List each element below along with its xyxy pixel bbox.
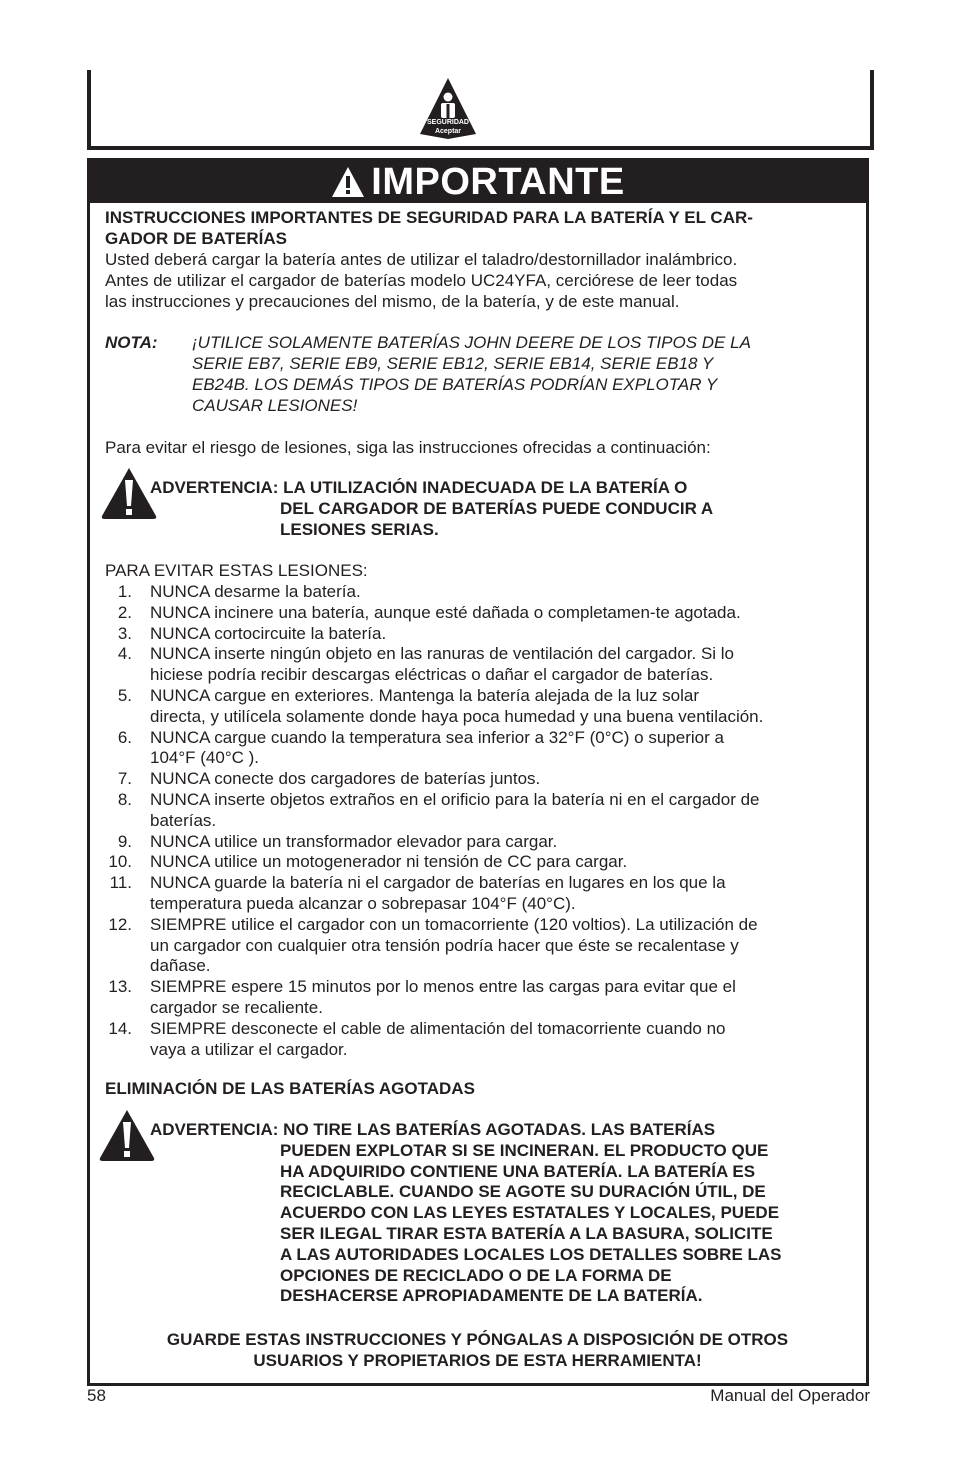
warning2-line: DESHACERSE APROPIADAMENTE DE LA BATERÍA. <box>280 1286 703 1306</box>
list-item-line: vaya a utilizar el cargador. <box>150 1039 348 1059</box>
list-item-line: SIEMPRE desconecte el cable de alimentación del tomacorriente cuando no <box>150 1018 726 1038</box>
list-item-number: 2. <box>117 602 132 622</box>
list-item-line: 104°F (40°C ). <box>150 748 260 768</box>
list-intro: PARA EVITAR ESTAS LESIONES: <box>105 561 368 580</box>
list-item-number: 5. <box>117 686 132 705</box>
list-item-line: un cargador con cualquier otra tensión podría hacer que éste se recalentase y <box>150 935 739 955</box>
safety-badge-icon <box>418 76 478 140</box>
heading-line: INSTRUCCIONES IMPORTANTES DE SEGURIDAD PARA LA BATERÍA Y EL CAR- <box>105 208 753 227</box>
list-item-number: 3. <box>117 623 132 643</box>
closing-line: USUARIOS Y PROPIETARIOS DE ESTA HERRAMIENTA! <box>253 1351 702 1370</box>
badge-line2: Aceptar <box>434 128 462 135</box>
list-item-number: 13. <box>108 977 132 997</box>
disposal-heading: ELIMINACIÓN DE LAS BATERÍAS AGOTADAS <box>105 1079 475 1098</box>
list-item-line: NUNCA cargue cuando la temperatura sea inferior a 32°F (0°C) o superior a <box>150 727 724 747</box>
heading-line: GADOR DE BATERÍAS <box>105 229 287 248</box>
note-line: ¡UTILICE SOLAMENTE BATERÍAS JOHN DEERE DE LOS TIPOS DE LA <box>192 333 751 352</box>
list-item-line: NUNCA desarme la batería. <box>150 582 361 601</box>
intro-line: las instrucciones y precauciones del mismo, de la batería, y de este manual. <box>105 292 680 311</box>
closing-line: GUARDE ESTAS INSTRUCCIONES Y PÓNGALAS A DISPOSICIÓN DE OTROS <box>166 1330 789 1349</box>
list-item-line: baterías. <box>150 810 217 830</box>
list-item-line: directa, y utilícela solamente donde haya poca humedad y una buena ventilación. <box>150 706 764 726</box>
list-item-line: NUNCA cargue en exteriores. Mantenga la batería alejada de la luz solar <box>150 686 700 705</box>
warning2-line: SER ILEGAL TIRAR ESTA BATERÍA A LA BASURA, SOLICITE <box>280 1224 773 1243</box>
list-item-line: temperatura pueda alcanzar o sobrepasar 104°F (40°C). <box>150 894 576 913</box>
warning-icon <box>98 1108 156 1162</box>
avoid-text: Para evitar el riesgo de lesiones, siga las instrucciones ofrecidas a continuación: <box>105 438 711 457</box>
list-item-line: NUNCA inserte objetos extraños en el orificio para la batería ni en el cargador de <box>150 790 760 809</box>
warning2-line: ADVERTENCIA: NO TIRE LAS BATERÍAS AGOTADAS. LAS BATERÍAS <box>150 1120 716 1139</box>
page-number: 58 <box>87 1386 106 1405</box>
list-item-line: NUNCA guarde la batería ni el cargador de baterías en lugares en los que la <box>150 873 726 893</box>
list-item-line: NUNCA inserte ningún objeto en las ranuras de ventilación del cargador. Si lo <box>150 644 735 664</box>
list-item-line: NUNCA cortocircuite la batería. <box>150 623 387 643</box>
warning1-line: LESIONES SERIAS. <box>280 520 439 539</box>
top-frame <box>87 70 874 150</box>
list-item-line: SIEMPRE espere 15 minutos por lo menos entre las cargas para evitar que el <box>150 977 736 997</box>
important-banner <box>90 161 866 203</box>
list-item-number: 10. <box>108 852 132 872</box>
list-item-number: 7. <box>117 769 132 789</box>
intro-line: Usted deberá cargar la batería antes de utilizar el taladro/destornillador inalámbrico. <box>105 250 738 269</box>
warning1-line: DEL CARGADOR DE BATERÍAS PUEDE CONDUCIR A <box>280 499 714 518</box>
banner-title: IMPORTANTE <box>371 161 625 203</box>
list-item-number: 4. <box>117 644 132 664</box>
warning2-line: HA ADQUIRIDO CONTIENE UNA BATERÍA. LA BATERÍA ES <box>280 1161 756 1181</box>
warning2-line: PUEDEN EXPLOTAR SI SE INCINERAN. EL PRODUCTO QUE <box>280 1140 769 1160</box>
list-item-line: dañase. <box>150 956 211 976</box>
list-item-number: 12. <box>108 914 132 934</box>
note-label: NOTA: <box>105 333 158 352</box>
manual-title: Manual del Operador <box>710 1386 870 1405</box>
warning-triangle-icon <box>331 165 365 199</box>
list-item-line: SIEMPRE utilice el cargador con un tomacorriente (120 voltios). La utilización de <box>150 914 758 934</box>
warning2-line: A LAS AUTORIDADES LOCALES LOS DETALLES SOBRE LAS <box>280 1244 782 1264</box>
list-item-number: 11. <box>109 873 132 893</box>
badge-line1: SEGURIDAD <box>426 119 470 126</box>
list-item-number: 9. <box>117 831 132 851</box>
list-item-line: NUNCA conecte dos cargadores de baterías juntos. <box>150 769 541 789</box>
warning2-line: OPCIONES DE RECICLADO O DE LA FORMA DE <box>280 1265 672 1285</box>
intro-line: Antes de utilizar el cargador de baterías modelo UC24YFA, cerciórese de leer todas <box>105 271 738 290</box>
list-item-number: 1. <box>117 582 132 601</box>
note-line: SERIE EB7, SERIE EB9, SERIE EB12, SERIE EB14, SERIE EB18 Y <box>192 354 714 373</box>
note-line: CAUSAR LESIONES! <box>192 396 358 415</box>
list-item-number: 6. <box>117 727 132 747</box>
note-line: EB24B. LOS DEMÁS TIPOS DE BATERÍAS PODRÍAN EXPLOTAR Y <box>192 375 718 394</box>
list-item-line: hiciese podría recibir descargas eléctricas o dañar el cargador de baterías. <box>150 665 714 685</box>
list-item-line: NUNCA incinere una batería, aunque esté dañada o completamen-te agotada. <box>150 602 741 622</box>
warning2-line: ACUERDO CON LAS LEYES ESTATALES Y LOCALES, PUEDE <box>280 1203 780 1223</box>
list-item-number: 8. <box>117 790 132 809</box>
list-item-line: cargador se recaliente. <box>150 998 323 1017</box>
important-box <box>87 158 869 1386</box>
list-item-line: NUNCA utilice un motogenerador ni tensión de CC para cargar. <box>150 852 628 872</box>
list-item-line: NUNCA utilice un transformador elevador para cargar. <box>150 831 558 851</box>
warning2-line: RECICLABLE. CUANDO SE AGOTE SU DURACIÓN ÚTIL, DE <box>280 1182 766 1202</box>
list-item-number: 14. <box>108 1018 132 1038</box>
warning1-line: ADVERTENCIA: LA UTILIZACIÓN INADECUADA DE LA BATERÍA O <box>150 478 688 497</box>
